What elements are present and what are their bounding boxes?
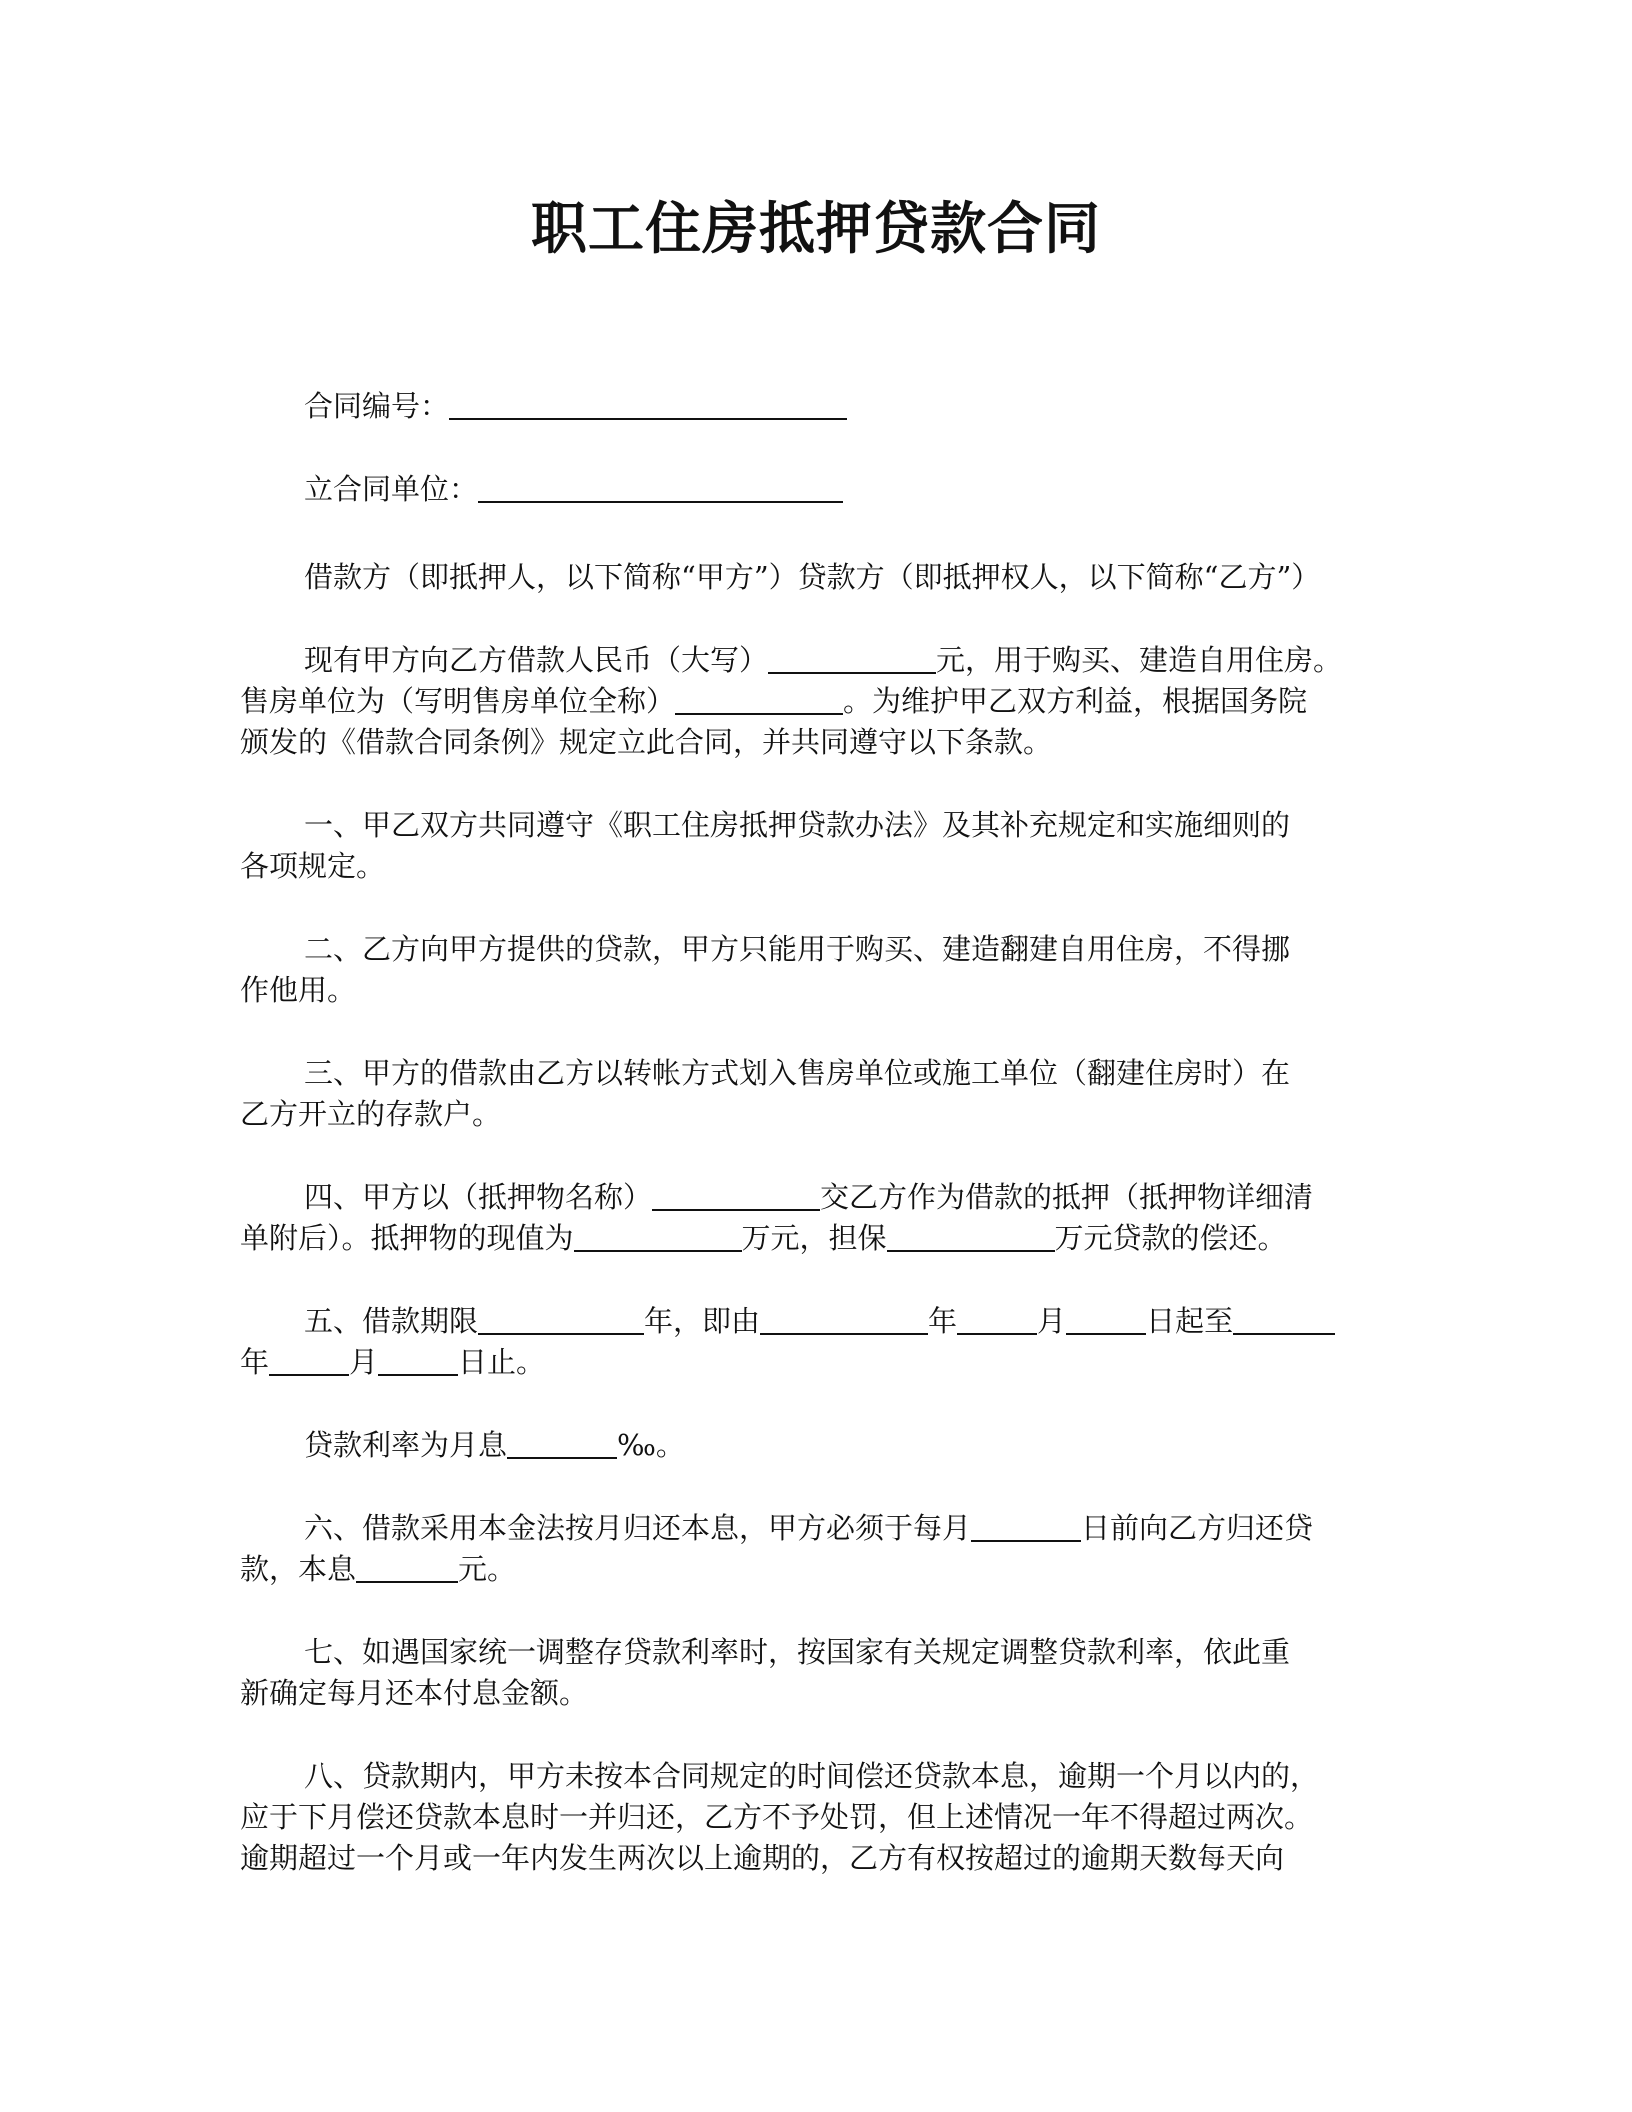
- start-year-blank[interactable]: [760, 1305, 928, 1335]
- loan-amount-blank[interactable]: [768, 644, 936, 674]
- clause-text: 日前向乙方归还贷: [1081, 1511, 1314, 1545]
- repayment-amount-blank[interactable]: [356, 1553, 458, 1583]
- clause-6-line-1: [304, 1508, 1390, 1549]
- intro-line-3: 颁发的《借款合同条例》规定立此合同，并共同遵守以下条款。: [240, 725, 1053, 759]
- clause-text: 单附后）。抵押物的现值为: [240, 1221, 574, 1255]
- intro-text: 售房单位为（写明售房单位全称）: [240, 684, 676, 718]
- intro-line-2: [240, 681, 1390, 722]
- contract-number-blank[interactable]: [449, 390, 847, 420]
- collateral-value-blank[interactable]: [574, 1222, 742, 1252]
- clause-1-line-1: 一、甲乙双方共同遵守《职工住房抵押贷款办法》及其补充规定和实施细则的: [304, 808, 1291, 842]
- clause-text: 六、借款采用本金法按月归还本息，甲方必须于每月: [304, 1511, 972, 1545]
- clause-6-line-2: [240, 1549, 1390, 1590]
- clause-text: 万元，担保: [741, 1221, 887, 1255]
- guarantee-amount-blank[interactable]: [887, 1222, 1055, 1252]
- clause-3-line-2: 乙方开立的存款户。: [240, 1097, 502, 1131]
- end-year-blank[interactable]: [1233, 1305, 1335, 1335]
- document-title: 职工住房抵押贷款合同: [531, 197, 1101, 262]
- clause-text: 贷款利率为月息: [304, 1428, 508, 1462]
- contract-unit-blank[interactable]: [478, 473, 843, 503]
- end-month-blank[interactable]: [269, 1346, 349, 1376]
- clause-8-line-1: 八、贷款期内，甲方未按本合同规定的时间偿还贷款本息，逾期一个月以内的，: [304, 1759, 1320, 1793]
- clause-text: 月: [349, 1345, 379, 1379]
- start-month-blank[interactable]: [957, 1305, 1037, 1335]
- contract-unit-label: 立合同单位：: [304, 472, 479, 506]
- monthly-rate-blank[interactable]: [507, 1429, 617, 1459]
- clause-text: 交乙方作为借款的抵押（抵押物详细清: [820, 1180, 1314, 1214]
- intro-line-1: [304, 640, 1390, 681]
- intro-text: 现有甲方向乙方借款人民币（大写）: [304, 643, 769, 677]
- clause-text: 款，本息: [240, 1552, 357, 1586]
- clause-text: 年: [928, 1304, 958, 1338]
- parties-line: 借款方（即抵押人，以下简称“甲方”）贷款方（即抵押权人，以下简称“乙方”）: [304, 560, 1321, 594]
- start-day-blank[interactable]: [1066, 1305, 1146, 1335]
- clause-text: 年: [240, 1345, 270, 1379]
- clause-4-line-2: [240, 1218, 1390, 1259]
- clause-7-line-2: 新确定每月还本付息金额。: [240, 1676, 589, 1710]
- clause-5-line-2: [240, 1342, 1390, 1383]
- clause-text: 元。: [458, 1552, 517, 1586]
- contract-number-label: 合同编号：: [304, 389, 450, 423]
- clause-8-line-2: 应于下月偿还贷款本息时一并归还，乙方不予处罚，但上述情况一年不得超过两次。: [240, 1800, 1314, 1834]
- collateral-name-blank[interactable]: [652, 1181, 820, 1211]
- clause-text: 日起至: [1146, 1304, 1234, 1338]
- intro-text: 。为维护甲乙双方利益，根据国务院: [843, 684, 1308, 718]
- clause-5-line-1: [304, 1301, 1390, 1342]
- clause-text: 年，即由: [644, 1304, 761, 1338]
- clause-text: 日止。: [458, 1345, 546, 1379]
- contract-unit-line: [304, 469, 1390, 510]
- clause-2-line-1: 二、乙方向甲方提供的贷款，甲方只能用于购买、建造翻建自用住房，不得挪: [304, 932, 1291, 966]
- interest-rate-line: [304, 1425, 1390, 1466]
- clause-text: 四、甲方以（抵押物名称）: [304, 1180, 653, 1214]
- clause-text: ‰。: [617, 1428, 685, 1462]
- end-day-blank[interactable]: [378, 1346, 458, 1376]
- clause-text: 五、借款期限: [304, 1304, 479, 1338]
- seller-name-blank[interactable]: [675, 685, 843, 715]
- intro-text: 元，用于购买、建造自用住房。: [936, 643, 1343, 677]
- clause-3-line-1: 三、甲方的借款由乙方以转帐方式划入售房单位或施工单位（翻建住房时）在: [304, 1056, 1291, 1090]
- clause-4-line-1: [304, 1177, 1390, 1218]
- repayment-day-blank[interactable]: [971, 1512, 1081, 1542]
- contract-number-line: [304, 386, 1390, 427]
- clause-1-line-2: 各项规定。: [240, 849, 386, 883]
- loan-term-years-blank[interactable]: [478, 1305, 644, 1335]
- clause-2-line-2: 作他用。: [240, 973, 357, 1007]
- clause-7-line-1: 七、如遇国家统一调整存贷款利率时，按国家有关规定调整贷款利率，依此重: [304, 1635, 1291, 1669]
- clause-8-line-3: 逾期超过一个月或一年内发生两次以上逾期的，乙方有权按超过的逾期天数每天向: [240, 1841, 1285, 1875]
- clause-text: 万元贷款的偿还。: [1054, 1221, 1287, 1255]
- clause-text: 月: [1037, 1304, 1067, 1338]
